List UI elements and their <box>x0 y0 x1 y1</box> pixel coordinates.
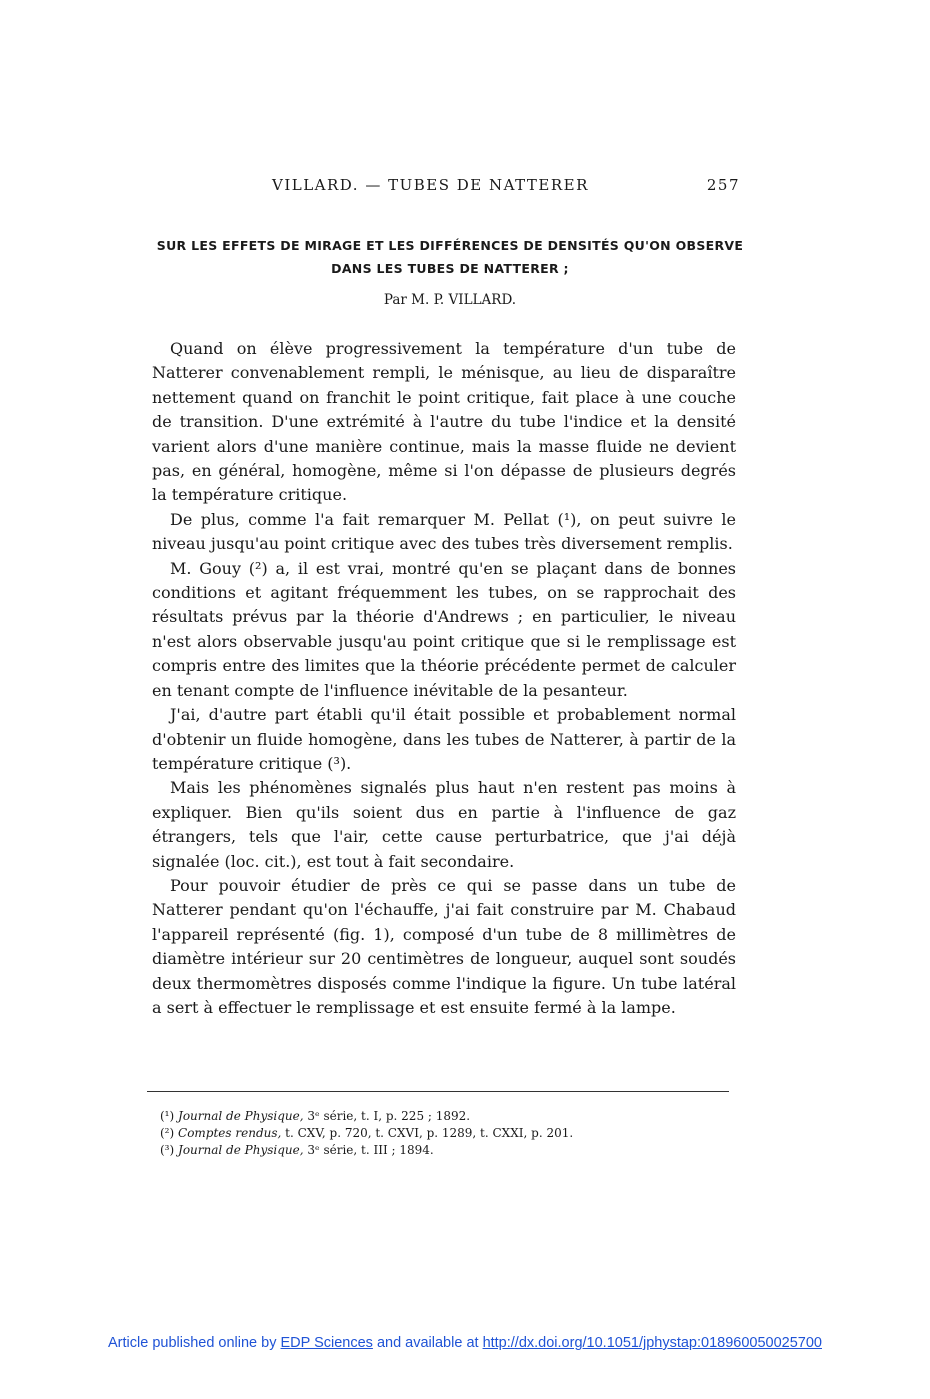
running-head <box>150 176 740 198</box>
doi-link[interactable]: http://dx.doi.org/10.1051/jphystap:018960050025700 <box>482 1335 822 1351</box>
footer-middle: and available at <box>376 1335 479 1351</box>
paragraph: Quand on élève progressivement la température d'un tube de Natterer convenablement rempli, le ménisque, au lieu de disparaître nettement quand on franchit le point critique, fait place à une couche de transition. D'une extrémité à l'autre du tube l'indice et la densité varient alors d'une manière continue, mais la masse fluide ne devient pas, en général, homogène, même si l'on dépasse de plusieurs degrés la température critique. <box>152 339 736 505</box>
article-title-line-1: SUR LES EFFETS DE MIRAGE ET LES DIFFÉRENCES DE DENSITÉS QU'ON OBSERVE <box>156 238 744 253</box>
paragraph: J'ai, d'autre part établi qu'il était possible et probablement normal d'obtenir un fluide homogène, dans les tubes de Natterer, à partir de la température critique (³). <box>152 705 736 773</box>
page-number: 257 <box>706 176 740 194</box>
footnote-divider <box>147 1091 729 1092</box>
footnote-source: Journal de Physique, <box>178 1143 304 1157</box>
footer-prefix: Article published online by <box>108 1335 277 1351</box>
footnote-details: 3ᵉ série, t. I, p. 225 ; 1892. <box>303 1109 471 1123</box>
article-title <box>150 234 750 280</box>
article-body <box>152 337 736 1020</box>
running-head-title: VILLARD. — TUBES DE NATTERER <box>272 176 589 194</box>
footnote <box>160 1125 720 1142</box>
footnote-mark: (²) <box>160 1126 175 1140</box>
footnote-source: Comptes rendus, <box>178 1126 282 1140</box>
footnote-details: 3ᵉ série, t. III ; 1894. <box>303 1143 434 1157</box>
article-title-line-2: DANS LES TUBES DE NATTERER ; <box>331 261 569 276</box>
paragraph: Mais les phénomènes signalés plus haut n'en restent pas moins à expliquer. Bien qu'ils soient dus en partie à l'influence de gaz étrangers, tels que l'air, cette cause perturbatrice, que j'ai déjà signalée (loc. cit.), est tout à fait secondaire. <box>152 778 736 871</box>
publication-footer <box>0 1335 930 1351</box>
paragraph: M. Gouy (²) a, il est vrai, montré qu'en se plaçant dans de bonnes conditions et agitant fréquemment les tubes, on se rapprochait des résultats prévus par la théorie d'Andrews ; en particulier, le niveau n'est alors observable jusqu'au point critique que si le remplissage est compris entre des limites que la théorie précédente permet de calculer en tenant compte de l'influence inévitable de la pesanteur. <box>152 558 736 700</box>
footnote-source: Journal de Physique, <box>178 1109 304 1123</box>
footnote-details: t. CXV, p. 720, t. CXVI, p. 1289, t. CXXI, p. 201. <box>281 1126 574 1140</box>
author-line: Par M. P. VILLARD. <box>383 292 517 308</box>
footnote-mark: (³) <box>160 1143 175 1157</box>
footnote <box>160 1108 720 1125</box>
paragraph: Pour pouvoir étudier de près ce qui se passe dans un tube de Natterer pendant qu'on l'échauffe, j'ai fait construire par M. Chabaud l'appareil représenté (fig. 1), composé d'un tube de 8 millimètres de diamètre intérieur sur 20 centimètres de longueur, auquel sont soudés deux thermomètres disposés comme l'indique la figure. Un tube latéral a sert à effectuer le remplissage et est ensuite fermé à la lampe. <box>152 875 736 1017</box>
footnote-mark: (¹) <box>160 1109 175 1123</box>
footnotes <box>160 1108 720 1159</box>
footnote <box>160 1142 720 1159</box>
paragraph: De plus, comme l'a fait remarquer M. Pellat (¹), on peut suivre le niveau jusqu'au point critique avec des tubes très diversement remplis. <box>152 509 736 554</box>
publisher-link[interactable]: EDP Sciences <box>280 1335 373 1351</box>
